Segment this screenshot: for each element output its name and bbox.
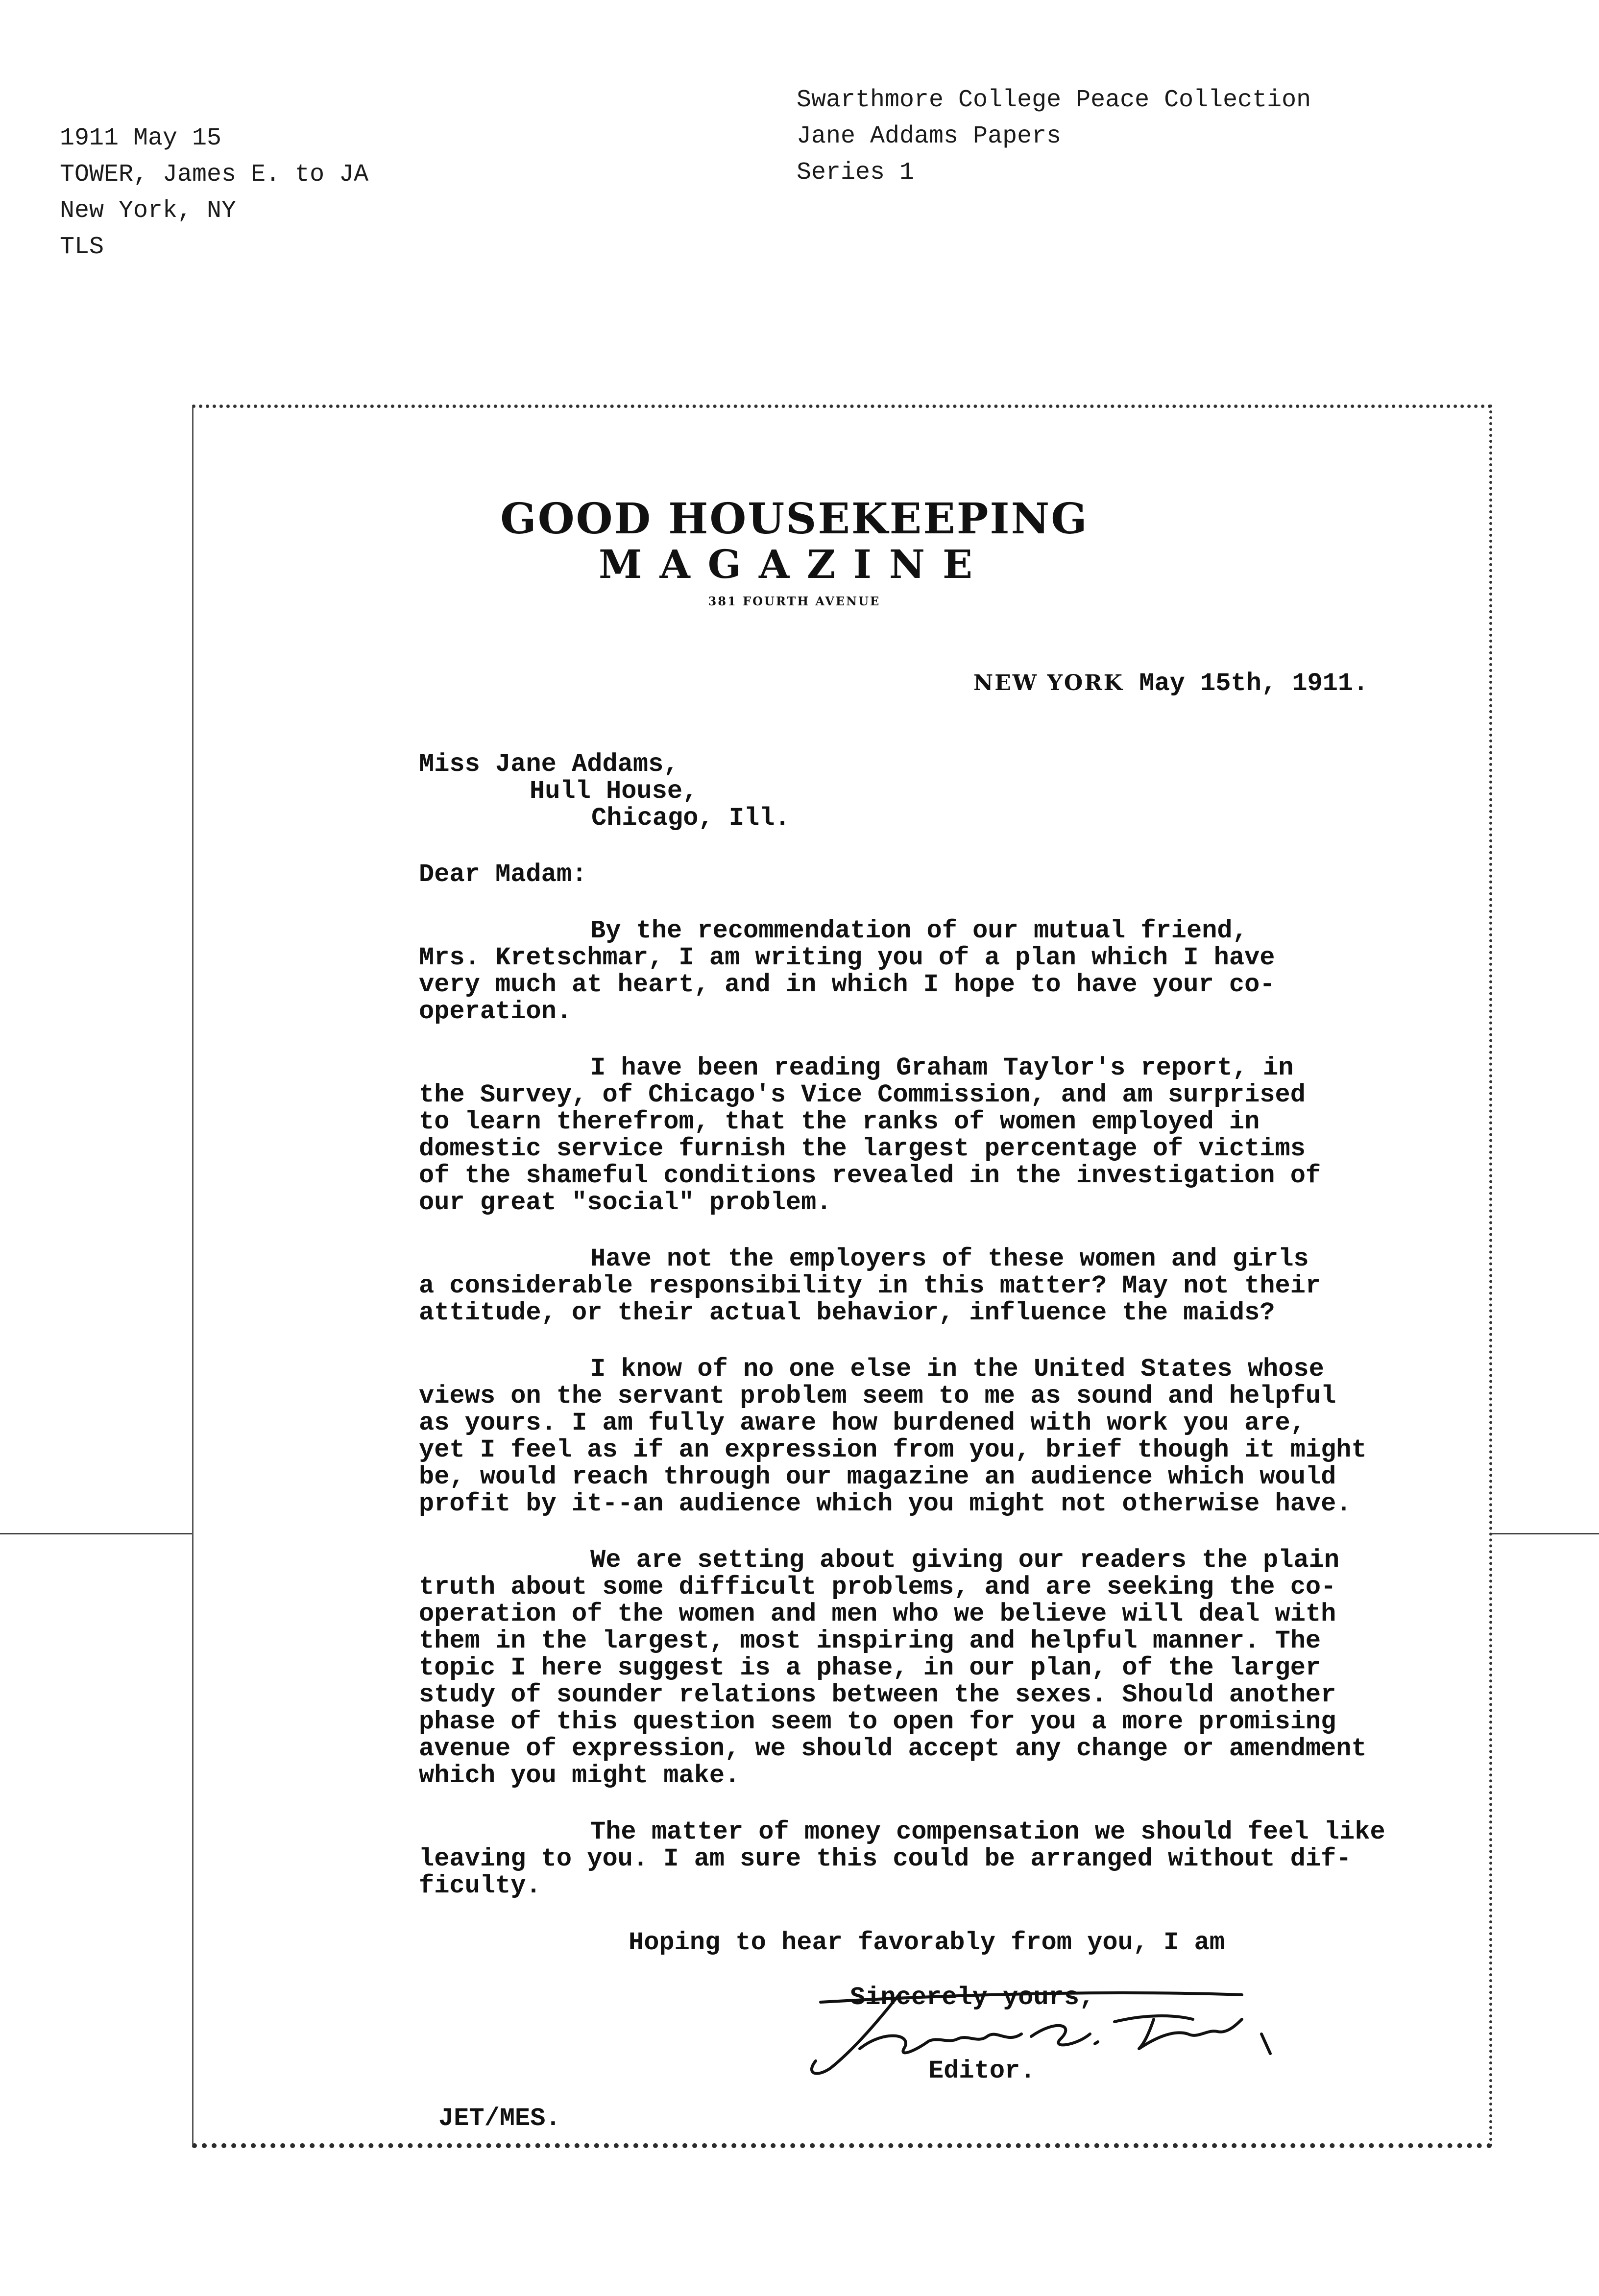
salutation: Dear Madam: xyxy=(419,860,587,889)
body-line: profit by it--an audience which you might not otherwise have. xyxy=(419,1489,1352,1518)
body-line: phase of this question seem to open for you a more promising xyxy=(419,1707,1336,1736)
body-line: very much at heart, and in which I hope to have your co- xyxy=(419,970,1275,999)
body-line: attitude, or their actual behavior, influence the maids? xyxy=(419,1298,1275,1327)
body-line: Mrs. Kretschmar, I am writing you of a plan which I have xyxy=(419,943,1275,972)
archive-date: 1911 May 15 xyxy=(60,124,222,152)
dateline xyxy=(973,670,1368,697)
body-line: operation of the women and men who we believe will deal with xyxy=(419,1600,1336,1628)
body-line: We are setting about giving our readers the plain xyxy=(590,1546,1340,1575)
signer-title: Editor. xyxy=(928,2057,1036,2085)
letterhead-subtitle: MAGAZINE xyxy=(599,541,990,587)
address-line: Miss Jane Addams, xyxy=(419,750,679,779)
body-line: views on the servant problem seem to me as sound and helpful xyxy=(419,1382,1336,1411)
body-line: truth about some difficult problems, and are seeking the co- xyxy=(419,1573,1336,1602)
handwritten-signature xyxy=(801,1975,1330,2093)
body-line: be, would reach through our magazine an audience which would xyxy=(419,1462,1336,1491)
archive-collection: Swarthmore College Peace Collection xyxy=(797,86,1311,114)
body-line: Hoping to hear favorably from you, I am xyxy=(629,1928,1225,1957)
body-line: leaving to you. I am sure this could be arranged without dif- xyxy=(419,1844,1352,1873)
body-line: which you might make. xyxy=(419,1761,740,1790)
body-line: them in the largest, most inspiring and helpful manner. The xyxy=(419,1626,1321,1655)
archive-header-left xyxy=(60,120,368,265)
body-line: I know of no one else in the United States whose xyxy=(590,1355,1324,1384)
archive-correspondents: TOWER, James E. to JA xyxy=(60,161,369,189)
letterhead-title: GOOD HOUSEKEEPING xyxy=(500,494,1089,544)
body-line: a considerable responsibility in this matter? May not their xyxy=(419,1271,1321,1300)
archive-place: New York, NY xyxy=(60,197,237,225)
address-line: Chicago, Ill. xyxy=(591,804,790,833)
dateline-city: NEW YORK xyxy=(973,670,1124,695)
archive-header-right xyxy=(797,82,1311,191)
body-line: topic I here suggest is a phase, in our plan, of the larger xyxy=(419,1653,1321,1682)
body-line: to learn therefrom, that the ranks of women employed in xyxy=(419,1107,1260,1136)
body-line: as yours. I am fully aware how burdened with work you are, xyxy=(419,1409,1306,1437)
body-line: operation. xyxy=(419,997,572,1026)
body-line: domestic service furnish the largest percentage of victims xyxy=(419,1134,1306,1163)
typist-initials: JET/MES. xyxy=(438,2104,561,2133)
address-line: Hull House, xyxy=(530,777,698,806)
archive-papers: Jane Addams Papers xyxy=(797,122,1062,150)
body-line: By the recommendation of our mutual friend, xyxy=(590,916,1248,945)
dateline-date: May 15th, 1911. xyxy=(1139,669,1369,698)
archive-doc-type: TLS xyxy=(60,233,104,261)
body-line: ficulty. xyxy=(419,1871,541,1900)
body-line: The matter of money compensation we should feel like xyxy=(590,1818,1385,1846)
body-line: of the shameful conditions revealed in the investigation of xyxy=(419,1161,1321,1190)
letter-sheet xyxy=(192,405,1492,2148)
body-line: I have been reading Graham Taylor's report, in xyxy=(590,1053,1294,1082)
closing: Sincerely yours, xyxy=(850,1983,1095,2012)
body-line: avenue of expression, we should accept any change or amendment xyxy=(419,1734,1367,1763)
body-line: study of sounder relations between the sexes. Should another xyxy=(419,1680,1336,1709)
body-line: yet I feel as if an expression from you, brief though it might xyxy=(419,1435,1367,1464)
body-line: our great "social" problem. xyxy=(419,1188,832,1217)
archive-series: Series 1 xyxy=(797,159,915,187)
body-line: Have not the employers of these women and girls xyxy=(590,1244,1309,1273)
body-line: the Survey, of Chicago's Vice Commission, and am surprised xyxy=(419,1080,1306,1109)
letterhead-address: 381 FOURTH AVENUE xyxy=(708,594,881,608)
